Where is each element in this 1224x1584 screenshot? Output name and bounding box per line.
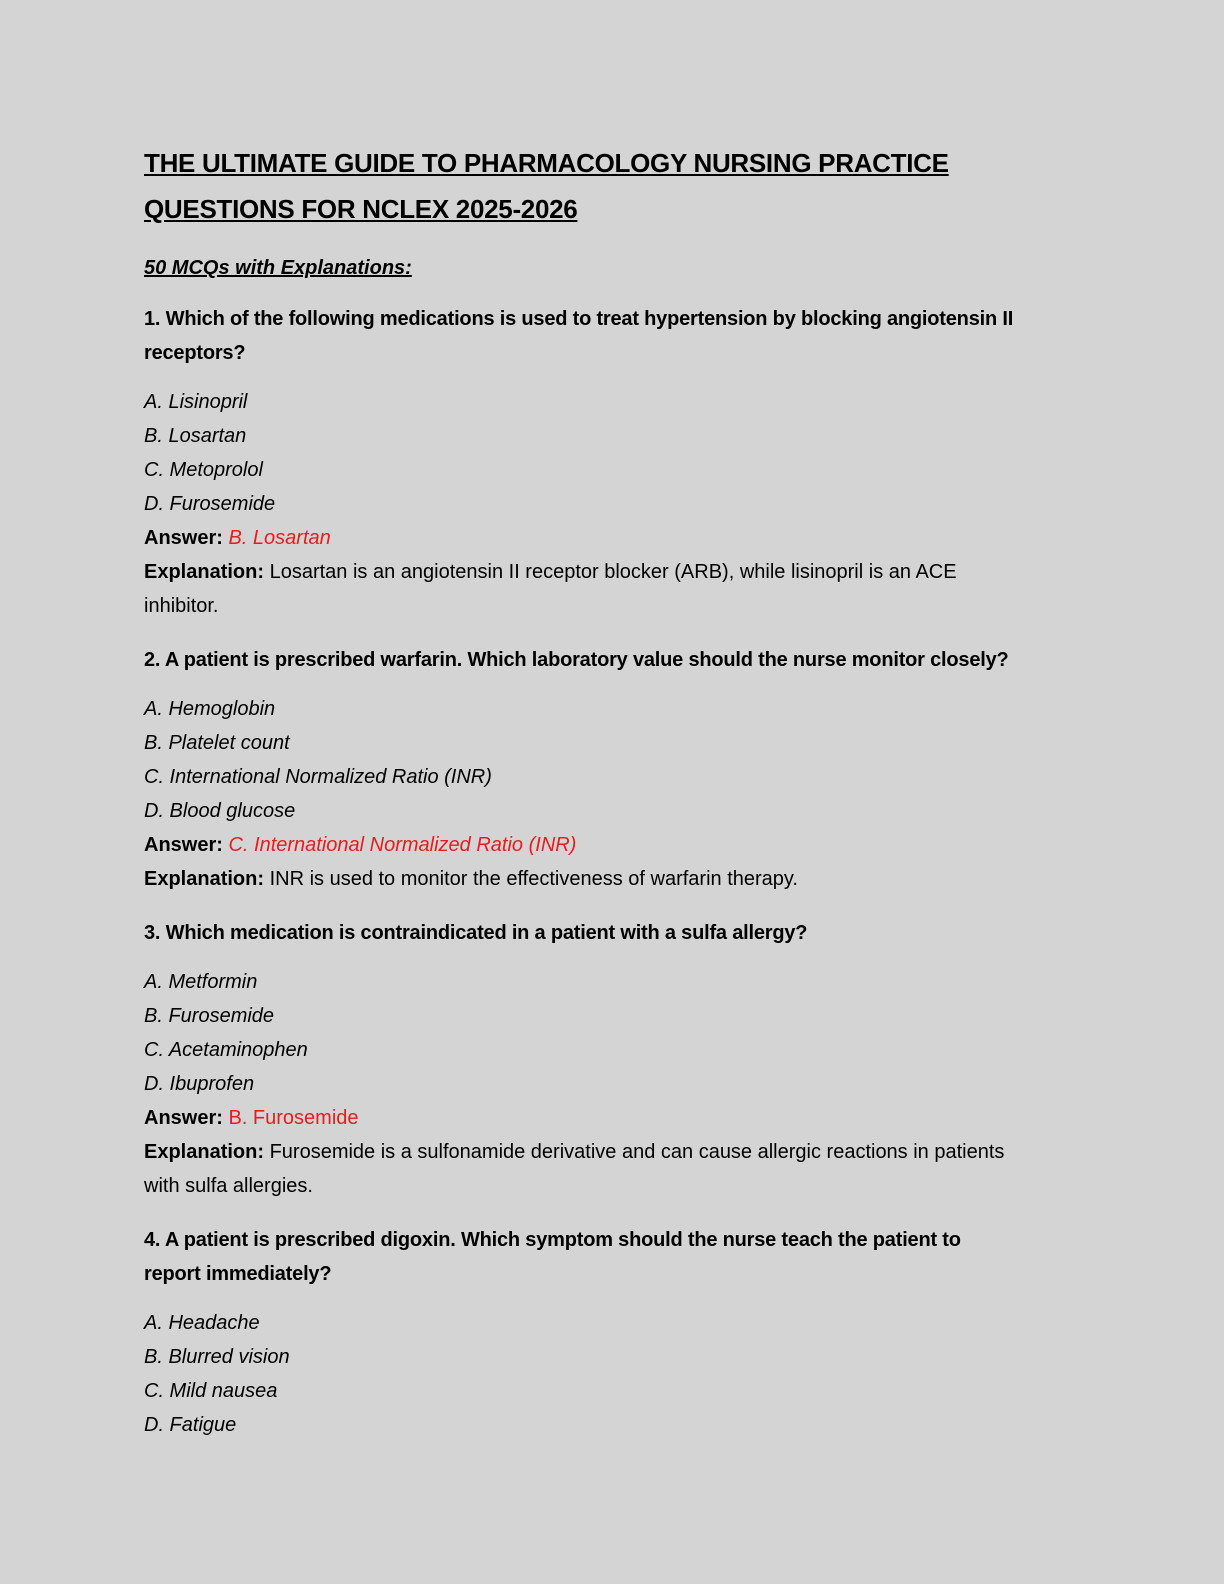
option-a: A. Metformin: [144, 971, 258, 993]
options-list: [144, 385, 1084, 521]
answer-value: B. Furosemide: [228, 1107, 359, 1129]
question-line: 3. Which medication is contraindicated in a patient with a sulfa allergy?: [144, 922, 808, 944]
explanation-label: Explanation:: [144, 1141, 265, 1163]
answer-label: Answer:: [144, 1107, 223, 1129]
title-line-2: QUESTIONS FOR NCLEX 2025-2026: [144, 194, 578, 224]
answer-line: [144, 521, 1084, 555]
answer-label: Answer:: [144, 527, 223, 549]
option-c: C. Mild nausea: [144, 1380, 278, 1402]
option-b: B. Losartan: [144, 425, 247, 447]
option-c: C. Metoprolol: [144, 459, 263, 481]
explanation-text: INR is used to monitor the effectiveness of warfarin therapy.: [269, 868, 798, 890]
answer-value: B. Losartan: [228, 527, 331, 549]
option-b: B. Blurred vision: [144, 1346, 290, 1368]
document-title: [144, 140, 1084, 232]
option-b: B. Platelet count: [144, 732, 290, 754]
question-text: [144, 302, 1084, 370]
explanation-text: Furosemide is a sulfonamide derivative and can cause allergic reactions in patients: [269, 1141, 1005, 1163]
question-4: [144, 1223, 1084, 1442]
option-a: A. Lisinopril: [144, 391, 248, 413]
option-d: D. Fatigue: [144, 1414, 237, 1436]
options-list: [144, 1306, 1084, 1442]
question-line: 4. A patient is prescribed digoxin. Which symptom should the nurse teach the patient to: [144, 1229, 961, 1251]
explanation-text: Losartan is an angiotensin II receptor blocker (ARB), while lisinopril is an ACE: [269, 561, 957, 583]
explanation: [144, 555, 1084, 589]
question-text: [144, 643, 1084, 677]
document-subtitle: 50 MCQs with Explanations:: [144, 257, 412, 279]
option-d: D. Furosemide: [144, 493, 276, 515]
answer-label: Answer:: [144, 834, 223, 856]
explanation-continuation: with sulfa allergies.: [144, 1175, 313, 1197]
answer-line: [144, 1101, 1084, 1135]
question-2: [144, 643, 1084, 896]
option-a: A. Hemoglobin: [144, 698, 276, 720]
answer-line: [144, 828, 1084, 862]
question-text: [144, 916, 1084, 950]
option-c: C. Acetaminophen: [144, 1039, 308, 1061]
option-c: C. International Normalized Ratio (INR): [144, 766, 492, 788]
explanation-label: Explanation:: [144, 868, 265, 890]
question-text: [144, 1223, 1084, 1291]
option-d: D. Ibuprofen: [144, 1073, 255, 1095]
title-line-1: THE ULTIMATE GUIDE TO PHARMACOLOGY NURSING PRACTICE: [144, 148, 949, 178]
question-line: receptors?: [144, 342, 246, 364]
question-line: 2. A patient is prescribed warfarin. Which laboratory value should the nurse monitor closely?: [144, 649, 1009, 671]
option-a: A. Headache: [144, 1312, 260, 1334]
options-list: [144, 692, 1084, 828]
question-line: report immediately?: [144, 1263, 332, 1285]
question-3: [144, 916, 1084, 1203]
options-list: [144, 965, 1084, 1101]
explanation-label: Explanation:: [144, 561, 265, 583]
answer-value: C. International Normalized Ratio (INR): [228, 834, 577, 856]
option-b: B. Furosemide: [144, 1005, 275, 1027]
document-page: [144, 140, 1084, 1442]
explanation: [144, 862, 1084, 896]
explanation: [144, 1135, 1084, 1169]
question-line: 1. Which of the following medications is used to treat hypertension by blocking angiotensin II: [144, 308, 1014, 330]
explanation-continuation: inhibitor.: [144, 595, 219, 617]
option-d: D. Blood glucose: [144, 800, 296, 822]
question-1: [144, 302, 1084, 623]
